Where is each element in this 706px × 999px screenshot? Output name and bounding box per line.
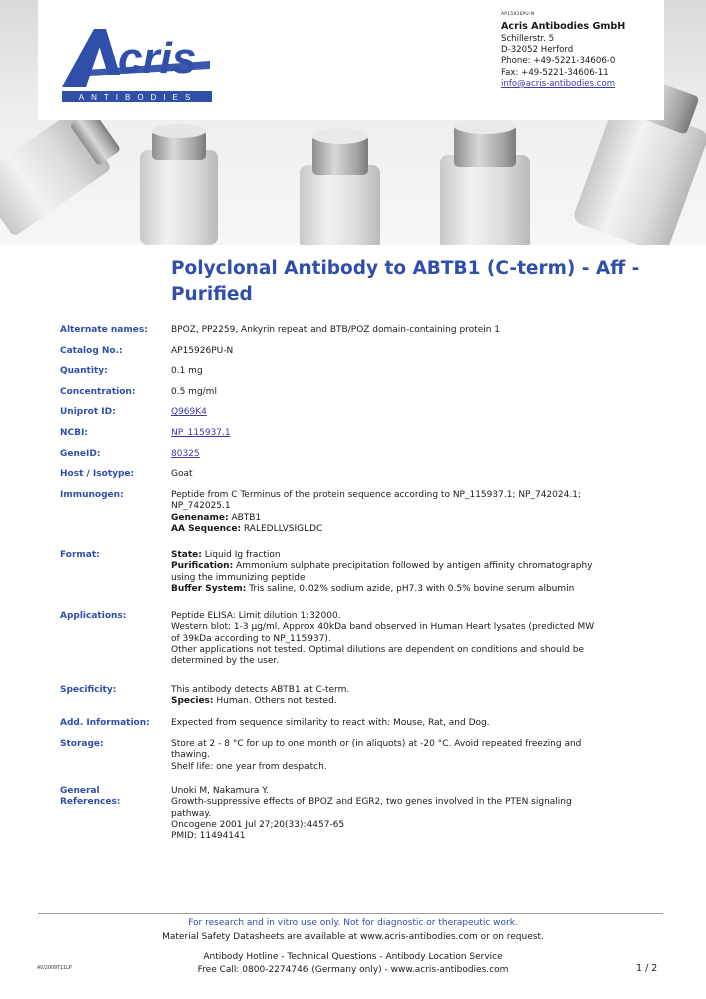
storage-line-1: Store at 2 - 8 °C for up to one month or (in aliquots) at -20 °C. Avoid repeated freezing and <box>171 739 582 749</box>
label-immunogen: Immunogen: <box>60 490 124 500</box>
purification-value-2: using the immunizing peptide <box>171 572 306 583</box>
applications-line-5: determined by the user. <box>171 656 280 667</box>
applications-line-1: Peptide ELISA: Limit dilution 1:32000. <box>171 611 341 621</box>
references-line-1: Unoki M, Nakamura Y. <box>171 786 269 796</box>
references-label-2: References: <box>60 797 121 808</box>
footer-hotline: Antibody Hotline - Technical Questions - Antibody Location Service <box>203 952 503 962</box>
buffer-label: Buffer System: <box>171 583 247 594</box>
geneid-link[interactable]: 80325 <box>171 449 200 459</box>
label-references <box>60 786 170 809</box>
value-quantity: 0.1 mg <box>171 366 203 376</box>
purification-label: Purification: <box>171 561 234 572</box>
footer-freecall: Free Call: 0800-2274746 (Germany only) - www.acris-antibodies.com <box>197 965 509 975</box>
page-number: 1 / 2 <box>636 963 658 974</box>
company-name: Acris Antibodies GmbH <box>501 21 626 32</box>
label-host: Host / Isotype: <box>60 469 135 479</box>
purification-value-1: Ammonium sulphate precipitation followed by antigen affinity chromatography <box>233 561 593 572</box>
references-line-5: PMID: 11494141 <box>171 831 246 842</box>
label-specificity: Specificity: <box>60 685 117 695</box>
value-applications <box>171 611 651 667</box>
company-email-link[interactable]: info@acris-antibodies.com <box>501 78 616 89</box>
immunogen-line-2: NP_742025.1 <box>171 501 231 512</box>
value-specificity <box>171 685 651 708</box>
company-phone: Phone: +49-5221-34606-0 <box>501 56 616 67</box>
buffer-value: Tris saline, 0.02% sodium azide, pH7.3 with 0.5% bovine serum albumin <box>246 583 575 594</box>
storage-line-2: thawing. <box>171 750 210 761</box>
state-value: Liquid Ig fraction <box>201 550 281 560</box>
label-concentration: Concentration: <box>60 387 136 397</box>
ncbi-link[interactable]: NP_115937.1 <box>171 428 231 438</box>
species-value: Human. Others not tested. <box>213 696 337 707</box>
logo-tagline: ANTIBODIES <box>78 93 198 102</box>
footer-divider <box>38 913 663 914</box>
immunogen-line-1: Peptide from C Terminus of the protein sequence according to NP_115937.1; NP_742024.1; <box>171 490 581 500</box>
label-alternate-names: Alternate names: <box>60 325 148 335</box>
value-storage <box>171 739 651 773</box>
document-code: AV/2009T11LP <box>37 966 72 971</box>
applications-line-4: Other applications not tested. Optimal dilutions are dependent on conditions and should be <box>171 644 585 655</box>
references-line-3: pathway. <box>171 808 212 819</box>
label-add-information: Add. Information: <box>60 718 150 728</box>
label-catalog: Catalog No.: <box>60 346 123 356</box>
references-line-2: Growth-suppressive effects of BPOZ and EGR2, two genes involved in the PTEN signaling <box>171 797 572 808</box>
applications-line-2: Western blot: 1-3 µg/ml. Approx 40kDa band observed in Human Heart lysates (predicted MW <box>171 622 595 633</box>
value-format <box>171 550 651 595</box>
applications-line-3: of 39kDa according to NP_115937). <box>171 633 331 644</box>
company-street: Schillerstr. 5 <box>501 34 555 44</box>
company-fax: Fax: +49-5221-34606-11 <box>501 67 609 78</box>
value-immunogen <box>171 490 651 535</box>
title-line-1: Polyclonal Antibody to ABTB1 (C-term) - Aff - <box>171 258 640 279</box>
uniprot-link[interactable]: Q969K4 <box>171 407 207 417</box>
genename-label: Genename: <box>171 512 229 523</box>
value-concentration: 0.5 mg/ml <box>171 387 217 397</box>
state-label: State: <box>171 550 202 560</box>
references-line-4: Oncogene 2001 Jul 27;20(33):4457-65 <box>171 819 345 830</box>
product-title <box>171 256 671 308</box>
label-format: Format: <box>60 550 100 560</box>
catalog-code-small: AP15926PU-N <box>501 12 535 17</box>
aa-sequence-label: AA Sequence: <box>171 523 242 534</box>
label-quantity: Quantity: <box>60 366 108 376</box>
label-uniprot: Uniprot ID: <box>60 407 116 417</box>
value-references <box>171 786 651 842</box>
references-label-1: General <box>60 786 100 796</box>
acris-logo <box>60 25 215 105</box>
genename-value: ABTB1 <box>228 512 262 523</box>
header-banner <box>0 0 706 245</box>
label-ncbi: NCBI: <box>60 428 88 438</box>
title-line-2: Purified <box>171 284 253 305</box>
company-address <box>501 11 625 90</box>
value-alternate-names: BPOZ, PP2259, Ankyrin repeat and BTB/POZ domain-containing protein 1 <box>171 325 501 335</box>
footer-msds-notice: Material Safety Datasheets are available at www.acris-antibodies.com or on request. <box>162 932 544 942</box>
label-geneid: GeneID: <box>60 449 101 459</box>
specificity-line-1: This antibody detects ABTB1 at C-term. <box>171 685 350 695</box>
label-storage: Storage: <box>60 739 104 749</box>
footer-research-notice: For research and in vitro use only. Not for diagnostic or therapeutic work. <box>188 918 518 928</box>
value-add-information: Expected from sequence similarity to react with: Mouse, Rat, and Dog. <box>171 718 490 728</box>
value-host: Goat <box>171 469 193 479</box>
company-city: D-32052 Herford <box>501 45 574 56</box>
value-catalog: AP15926PU-N <box>171 346 234 356</box>
species-label: Species: <box>171 696 214 707</box>
storage-line-3: Shelf life: one year from despatch. <box>171 761 327 772</box>
logo-word: cris <box>118 34 197 83</box>
aa-sequence-value: RALEDLLVSIGLDC <box>241 523 323 534</box>
label-applications: Applications: <box>60 611 127 621</box>
